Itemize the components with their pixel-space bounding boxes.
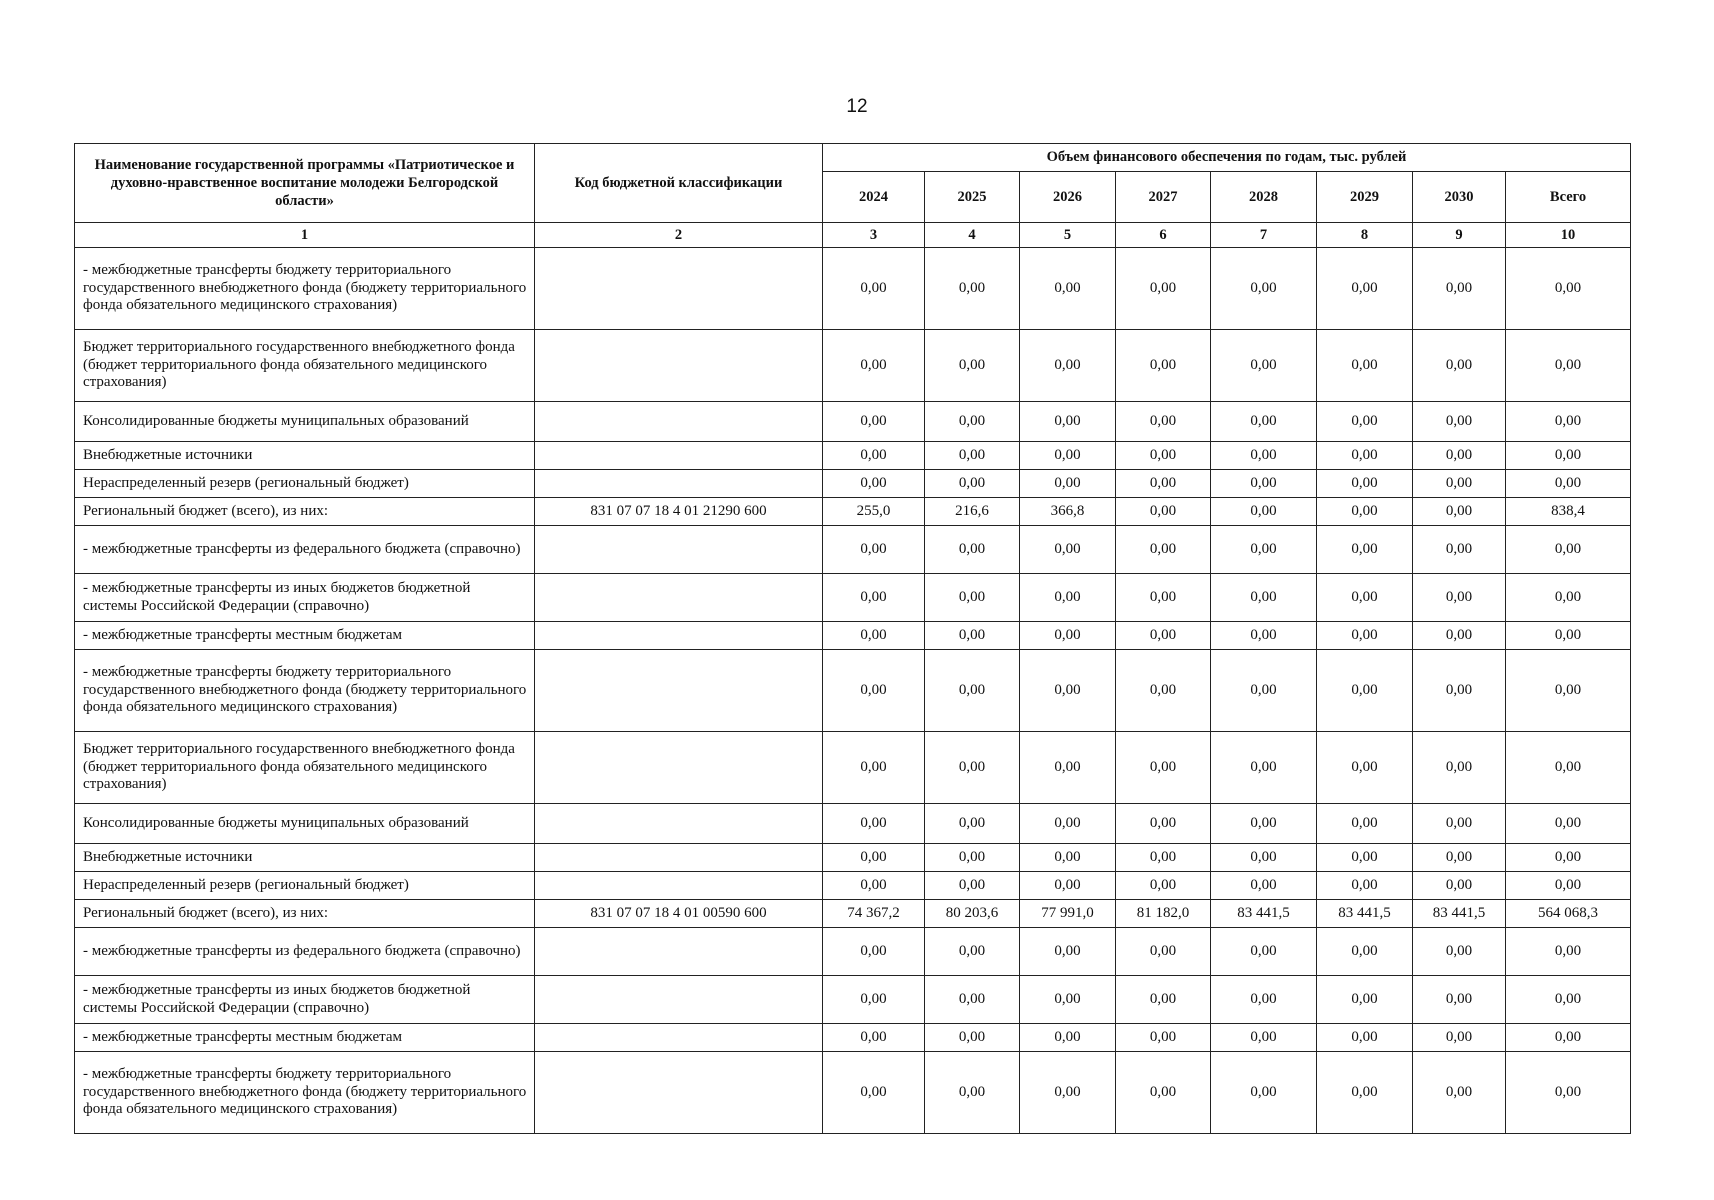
row-year-value: 0,00 bbox=[1413, 470, 1506, 498]
row-year-value: 0,00 bbox=[1116, 248, 1211, 330]
column-number: 8 bbox=[1317, 223, 1413, 248]
header-year: 2029 bbox=[1317, 172, 1413, 223]
header-year: 2024 bbox=[823, 172, 925, 223]
row-budget-code: 831 07 07 18 4 01 21290 600 bbox=[535, 498, 823, 526]
row-total-value: 0,00 bbox=[1506, 804, 1631, 844]
row-year-value: 0,00 bbox=[1413, 650, 1506, 732]
row-year-value: 0,00 bbox=[823, 574, 925, 622]
row-year-value: 0,00 bbox=[925, 928, 1020, 976]
row-total-value: 0,00 bbox=[1506, 844, 1631, 872]
row-year-value: 0,00 bbox=[1413, 1024, 1506, 1052]
row-year-value: 0,00 bbox=[823, 248, 925, 330]
row-year-value: 0,00 bbox=[1211, 498, 1317, 526]
row-year-value: 0,00 bbox=[1116, 1052, 1211, 1134]
table-row bbox=[75, 402, 1631, 442]
row-year-value: 0,00 bbox=[1413, 526, 1506, 574]
table-row bbox=[75, 498, 1631, 526]
row-budget-code bbox=[535, 574, 823, 622]
table-row bbox=[75, 470, 1631, 498]
row-year-value: 0,00 bbox=[1020, 526, 1116, 574]
row-year-value: 0,00 bbox=[1211, 248, 1317, 330]
row-year-value: 0,00 bbox=[1413, 498, 1506, 526]
row-year-value: 0,00 bbox=[1020, 844, 1116, 872]
row-name: - межбюджетные трансферты местным бюджетам bbox=[75, 622, 535, 650]
row-name: Региональный бюджет (всего), из них: bbox=[75, 498, 535, 526]
header-year: 2027 bbox=[1116, 172, 1211, 223]
header-year: 2026 bbox=[1020, 172, 1116, 223]
row-budget-code bbox=[535, 732, 823, 804]
table-row bbox=[75, 844, 1631, 872]
row-total-value: 0,00 bbox=[1506, 402, 1631, 442]
row-year-value: 0,00 bbox=[1317, 248, 1413, 330]
row-year-value: 0,00 bbox=[1317, 402, 1413, 442]
row-year-value: 74 367,2 bbox=[823, 900, 925, 928]
row-year-value: 0,00 bbox=[925, 844, 1020, 872]
row-year-value: 0,00 bbox=[1020, 732, 1116, 804]
row-year-value: 0,00 bbox=[823, 442, 925, 470]
row-budget-code bbox=[535, 1024, 823, 1052]
row-year-value: 0,00 bbox=[1020, 248, 1116, 330]
row-year-value: 0,00 bbox=[1317, 574, 1413, 622]
row-year-value: 0,00 bbox=[1317, 844, 1413, 872]
row-year-value: 0,00 bbox=[1413, 804, 1506, 844]
row-total-value: 0,00 bbox=[1506, 928, 1631, 976]
row-year-value: 366,8 bbox=[1020, 498, 1116, 526]
row-budget-code bbox=[535, 928, 823, 976]
row-year-value: 0,00 bbox=[1116, 402, 1211, 442]
row-year-value: 0,00 bbox=[1211, 976, 1317, 1024]
row-year-value: 0,00 bbox=[925, 732, 1020, 804]
column-number: 4 bbox=[925, 223, 1020, 248]
row-year-value: 0,00 bbox=[1317, 1024, 1413, 1052]
header-volume-title: Объем финансового обеспечения по годам, тыс. рублей bbox=[823, 144, 1631, 172]
row-total-value: 0,00 bbox=[1506, 442, 1631, 470]
row-year-value: 83 441,5 bbox=[1317, 900, 1413, 928]
row-year-value: 0,00 bbox=[1211, 928, 1317, 976]
row-year-value: 0,00 bbox=[823, 1052, 925, 1134]
table-body bbox=[75, 248, 1631, 1134]
row-year-value: 0,00 bbox=[1317, 526, 1413, 574]
row-year-value: 0,00 bbox=[1116, 804, 1211, 844]
budget-table bbox=[74, 143, 1631, 1134]
row-year-value: 0,00 bbox=[1413, 402, 1506, 442]
row-year-value: 0,00 bbox=[1116, 574, 1211, 622]
row-year-value: 0,00 bbox=[1413, 330, 1506, 402]
row-budget-code: 831 07 07 18 4 01 00590 600 bbox=[535, 900, 823, 928]
row-year-value: 0,00 bbox=[1020, 804, 1116, 844]
row-name: - межбюджетные трансферты бюджету территориального государственного внебюджетного фонда (бюджету территориального фонда обязательного медицинского страхования) bbox=[75, 650, 535, 732]
row-total-value: 0,00 bbox=[1506, 650, 1631, 732]
row-budget-code bbox=[535, 402, 823, 442]
table-row bbox=[75, 442, 1631, 470]
row-year-value: 0,00 bbox=[925, 622, 1020, 650]
row-name: - межбюджетные трансферты из иных бюджетов бюджетной системы Российской Федерации (справочно) bbox=[75, 976, 535, 1024]
row-year-value: 0,00 bbox=[1116, 650, 1211, 732]
row-year-value: 0,00 bbox=[1317, 442, 1413, 470]
column-number: 9 bbox=[1413, 223, 1506, 248]
row-year-value: 0,00 bbox=[1116, 872, 1211, 900]
row-year-value: 0,00 bbox=[1317, 330, 1413, 402]
row-year-value: 0,00 bbox=[1211, 732, 1317, 804]
table-row bbox=[75, 928, 1631, 976]
row-year-value: 83 441,5 bbox=[1211, 900, 1317, 928]
row-year-value: 0,00 bbox=[925, 872, 1020, 900]
row-year-value: 0,00 bbox=[1020, 622, 1116, 650]
row-year-value: 0,00 bbox=[1020, 402, 1116, 442]
table-row bbox=[75, 622, 1631, 650]
column-number: 10 bbox=[1506, 223, 1631, 248]
row-year-value: 0,00 bbox=[1413, 622, 1506, 650]
row-year-value: 0,00 bbox=[1413, 976, 1506, 1024]
row-budget-code bbox=[535, 248, 823, 330]
row-name: Нераспределенный резерв (региональный бюджет) bbox=[75, 470, 535, 498]
row-total-value: 0,00 bbox=[1506, 1052, 1631, 1134]
row-total-value: 0,00 bbox=[1506, 732, 1631, 804]
table-row bbox=[75, 804, 1631, 844]
row-year-value: 0,00 bbox=[1317, 470, 1413, 498]
row-total-value: 0,00 bbox=[1506, 976, 1631, 1024]
row-total-value: 0,00 bbox=[1506, 470, 1631, 498]
row-year-value: 81 182,0 bbox=[1116, 900, 1211, 928]
row-name: Региональный бюджет (всего), из них: bbox=[75, 900, 535, 928]
table-row bbox=[75, 732, 1631, 804]
row-year-value: 0,00 bbox=[823, 844, 925, 872]
row-year-value: 0,00 bbox=[1116, 976, 1211, 1024]
row-year-value: 0,00 bbox=[925, 526, 1020, 574]
header-program-name: Наименование государственной программы «Патриотическое и духовно-нравственное воспитание молодежи Белгородской области» bbox=[75, 144, 535, 223]
row-year-value: 0,00 bbox=[823, 526, 925, 574]
row-year-value: 0,00 bbox=[1413, 844, 1506, 872]
row-budget-code bbox=[535, 622, 823, 650]
row-year-value: 0,00 bbox=[1317, 622, 1413, 650]
row-year-value: 0,00 bbox=[925, 1052, 1020, 1134]
row-name: Консолидированные бюджеты муниципальных образований bbox=[75, 402, 535, 442]
row-year-value: 0,00 bbox=[1413, 442, 1506, 470]
column-number: 1 bbox=[75, 223, 535, 248]
row-budget-code bbox=[535, 470, 823, 498]
column-number-row bbox=[75, 223, 1631, 248]
row-year-value: 0,00 bbox=[1116, 330, 1211, 402]
row-year-value: 0,00 bbox=[1116, 844, 1211, 872]
table-row bbox=[75, 574, 1631, 622]
page-number: 12 bbox=[846, 96, 868, 117]
row-year-value: 80 203,6 bbox=[925, 900, 1020, 928]
table-row bbox=[75, 330, 1631, 402]
table-row bbox=[75, 650, 1631, 732]
row-year-value: 0,00 bbox=[1020, 1024, 1116, 1052]
header-year: 2030 bbox=[1413, 172, 1506, 223]
row-name: Внебюджетные источники bbox=[75, 442, 535, 470]
row-year-value: 0,00 bbox=[823, 470, 925, 498]
column-number: 7 bbox=[1211, 223, 1317, 248]
row-budget-code bbox=[535, 442, 823, 470]
row-year-value: 0,00 bbox=[1020, 928, 1116, 976]
header-total: Всего bbox=[1506, 172, 1631, 223]
row-year-value: 0,00 bbox=[925, 470, 1020, 498]
column-number: 6 bbox=[1116, 223, 1211, 248]
row-year-value: 0,00 bbox=[1413, 928, 1506, 976]
row-year-value: 0,00 bbox=[823, 330, 925, 402]
column-number: 5 bbox=[1020, 223, 1116, 248]
row-year-value: 0,00 bbox=[1211, 470, 1317, 498]
row-total-value: 0,00 bbox=[1506, 622, 1631, 650]
row-year-value: 0,00 bbox=[1211, 1052, 1317, 1134]
row-total-value: 0,00 bbox=[1506, 526, 1631, 574]
row-year-value: 0,00 bbox=[1116, 470, 1211, 498]
row-year-value: 0,00 bbox=[1211, 330, 1317, 402]
row-year-value: 0,00 bbox=[1116, 442, 1211, 470]
row-year-value: 0,00 bbox=[925, 442, 1020, 470]
row-year-value: 0,00 bbox=[1116, 1024, 1211, 1052]
row-year-value: 0,00 bbox=[1116, 732, 1211, 804]
row-year-value: 0,00 bbox=[823, 622, 925, 650]
row-budget-code bbox=[535, 330, 823, 402]
row-budget-code bbox=[535, 1052, 823, 1134]
row-total-value: 0,00 bbox=[1506, 330, 1631, 402]
row-total-value: 0,00 bbox=[1506, 248, 1631, 330]
row-year-value: 0,00 bbox=[1020, 650, 1116, 732]
row-year-value: 0,00 bbox=[1413, 574, 1506, 622]
row-year-value: 0,00 bbox=[1211, 622, 1317, 650]
row-year-value: 0,00 bbox=[1211, 804, 1317, 844]
row-year-value: 0,00 bbox=[1317, 650, 1413, 732]
row-year-value: 0,00 bbox=[1116, 526, 1211, 574]
row-year-value: 0,00 bbox=[925, 574, 1020, 622]
row-year-value: 0,00 bbox=[1413, 732, 1506, 804]
row-budget-code bbox=[535, 650, 823, 732]
row-total-value: 564 068,3 bbox=[1506, 900, 1631, 928]
row-year-value: 0,00 bbox=[1317, 732, 1413, 804]
row-name: - межбюджетные трансферты из федерального бюджета (справочно) bbox=[75, 526, 535, 574]
row-year-value: 0,00 bbox=[1317, 804, 1413, 844]
row-year-value: 0,00 bbox=[823, 928, 925, 976]
row-year-value: 0,00 bbox=[1116, 928, 1211, 976]
row-year-value: 0,00 bbox=[1211, 526, 1317, 574]
row-year-value: 0,00 bbox=[1020, 1052, 1116, 1134]
row-budget-code bbox=[535, 526, 823, 574]
row-year-value: 0,00 bbox=[1413, 248, 1506, 330]
row-total-value: 838,4 bbox=[1506, 498, 1631, 526]
table-row bbox=[75, 248, 1631, 330]
row-year-value: 0,00 bbox=[1020, 330, 1116, 402]
header-budget-code: Код бюджетной классификации bbox=[535, 144, 823, 223]
row-year-value: 0,00 bbox=[1317, 872, 1413, 900]
row-year-value: 0,00 bbox=[925, 1024, 1020, 1052]
row-year-value: 83 441,5 bbox=[1413, 900, 1506, 928]
row-year-value: 0,00 bbox=[925, 330, 1020, 402]
row-budget-code bbox=[535, 872, 823, 900]
row-year-value: 216,6 bbox=[925, 498, 1020, 526]
row-year-value: 0,00 bbox=[925, 650, 1020, 732]
row-year-value: 0,00 bbox=[1413, 1052, 1506, 1134]
row-year-value: 0,00 bbox=[1020, 442, 1116, 470]
row-year-value: 0,00 bbox=[1020, 976, 1116, 1024]
row-year-value: 0,00 bbox=[1020, 574, 1116, 622]
row-year-value: 0,00 bbox=[1211, 650, 1317, 732]
row-year-value: 0,00 bbox=[1317, 976, 1413, 1024]
table-row bbox=[75, 872, 1631, 900]
row-year-value: 0,00 bbox=[925, 248, 1020, 330]
row-year-value: 0,00 bbox=[925, 402, 1020, 442]
row-name: Внебюджетные источники bbox=[75, 844, 535, 872]
row-year-value: 0,00 bbox=[1020, 872, 1116, 900]
row-year-value: 0,00 bbox=[823, 402, 925, 442]
row-year-value: 0,00 bbox=[1211, 574, 1317, 622]
row-total-value: 0,00 bbox=[1506, 872, 1631, 900]
row-year-value: 0,00 bbox=[823, 804, 925, 844]
row-year-value: 0,00 bbox=[1116, 622, 1211, 650]
column-number: 2 bbox=[535, 223, 823, 248]
table-row bbox=[75, 1024, 1631, 1052]
row-year-value: 0,00 bbox=[925, 976, 1020, 1024]
table-row bbox=[75, 1052, 1631, 1134]
row-name: Нераспределенный резерв (региональный бюджет) bbox=[75, 872, 535, 900]
row-year-value: 0,00 bbox=[1211, 1024, 1317, 1052]
row-name: Бюджет территориального государственного внебюджетного фонда (бюджет территориального фонда обязательного медицинского страхования) bbox=[75, 732, 535, 804]
row-name: - межбюджетные трансферты из федерального бюджета (справочно) bbox=[75, 928, 535, 976]
table-row bbox=[75, 976, 1631, 1024]
row-year-value: 0,00 bbox=[925, 804, 1020, 844]
row-total-value: 0,00 bbox=[1506, 1024, 1631, 1052]
row-year-value: 0,00 bbox=[1211, 402, 1317, 442]
table-row bbox=[75, 900, 1631, 928]
row-year-value: 0,00 bbox=[823, 976, 925, 1024]
row-year-value: 0,00 bbox=[1317, 928, 1413, 976]
row-year-value: 0,00 bbox=[1317, 498, 1413, 526]
header-year: 2025 bbox=[925, 172, 1020, 223]
row-year-value: 0,00 bbox=[823, 732, 925, 804]
column-number: 3 bbox=[823, 223, 925, 248]
row-name: - межбюджетные трансферты бюджету территориального государственного внебюджетного фонда (бюджету территориального фонда обязательного медицинского страхования) bbox=[75, 248, 535, 330]
row-name: - межбюджетные трансферты из иных бюджетов бюджетной системы Российской Федерации (справочно) bbox=[75, 574, 535, 622]
table-header bbox=[75, 144, 1631, 248]
row-year-value: 0,00 bbox=[1211, 442, 1317, 470]
row-year-value: 0,00 bbox=[823, 872, 925, 900]
table-row bbox=[75, 526, 1631, 574]
header-year: 2028 bbox=[1211, 172, 1317, 223]
row-year-value: 0,00 bbox=[823, 1024, 925, 1052]
row-year-value: 0,00 bbox=[1020, 470, 1116, 498]
row-year-value: 0,00 bbox=[1116, 498, 1211, 526]
row-year-value: 0,00 bbox=[1413, 872, 1506, 900]
row-name: - межбюджетные трансферты местным бюджетам bbox=[75, 1024, 535, 1052]
row-name: Консолидированные бюджеты муниципальных образований bbox=[75, 804, 535, 844]
row-year-value: 255,0 bbox=[823, 498, 925, 526]
row-year-value: 0,00 bbox=[1211, 872, 1317, 900]
row-total-value: 0,00 bbox=[1506, 574, 1631, 622]
row-name: - межбюджетные трансферты бюджету территориального государственного внебюджетного фонда (бюджету территориального фонда обязательного медицинского страхования) bbox=[75, 1052, 535, 1134]
row-year-value: 0,00 bbox=[1211, 844, 1317, 872]
row-name: Бюджет территориального государственного внебюджетного фонда (бюджет территориального фонда обязательного медицинского страхования) bbox=[75, 330, 535, 402]
row-year-value: 0,00 bbox=[823, 650, 925, 732]
row-budget-code bbox=[535, 844, 823, 872]
row-year-value: 0,00 bbox=[1317, 1052, 1413, 1134]
row-budget-code bbox=[535, 804, 823, 844]
row-budget-code bbox=[535, 976, 823, 1024]
row-year-value: 77 991,0 bbox=[1020, 900, 1116, 928]
